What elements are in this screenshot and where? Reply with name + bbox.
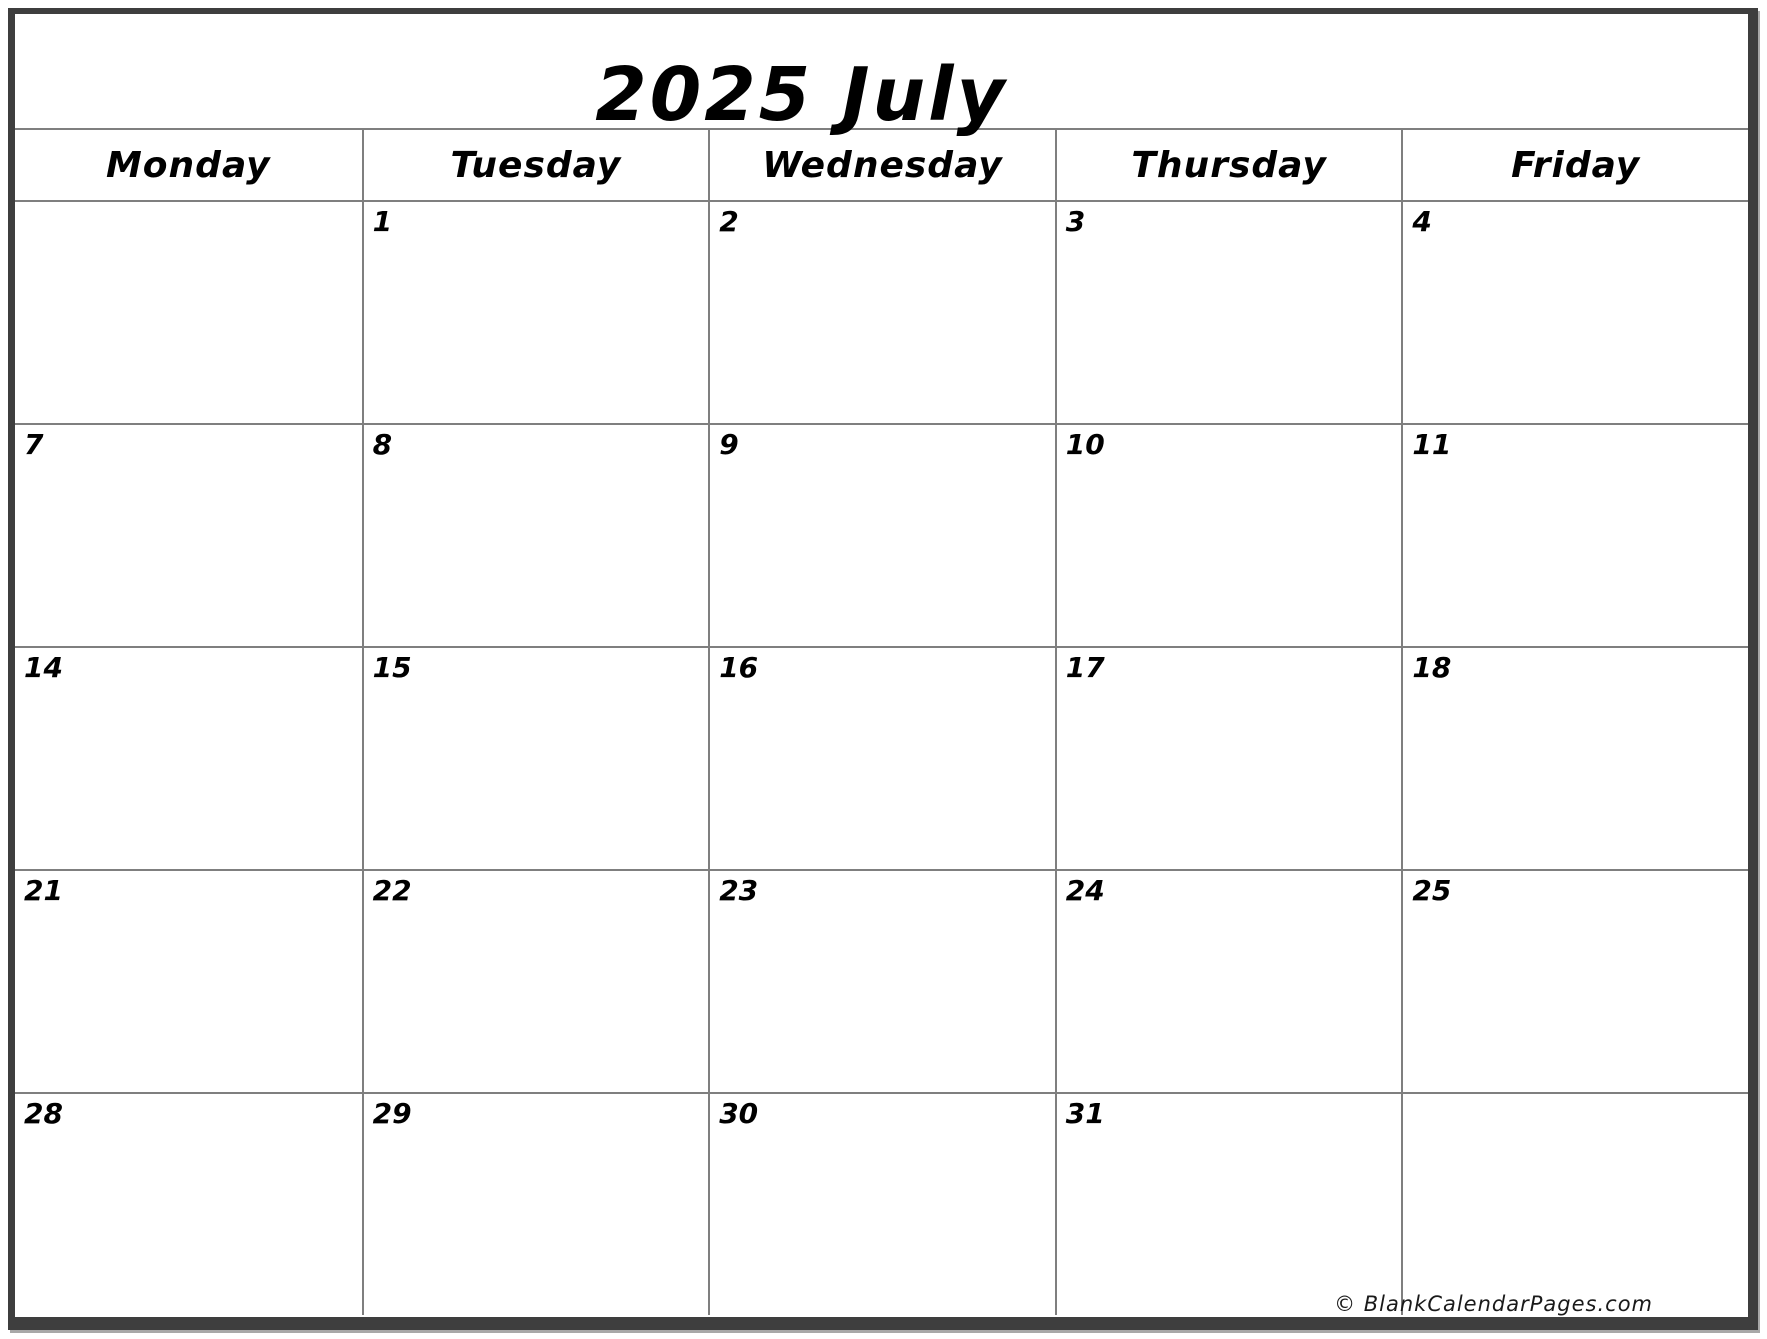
- date-cell: [1055, 423, 1402, 646]
- date-cell: [1401, 646, 1748, 869]
- date-cell: [1055, 869, 1402, 1092]
- date-number: 18: [1412, 651, 1452, 684]
- date-cell: [362, 200, 709, 423]
- date-cell: [15, 646, 362, 869]
- date-cell: [15, 200, 362, 423]
- date-number: 17: [1065, 651, 1105, 684]
- calendar-title: 2025 July: [595, 52, 1008, 138]
- date-cell: [708, 869, 1055, 1092]
- date-number: 30: [719, 1097, 759, 1130]
- date-number: 10: [1065, 428, 1105, 461]
- date-number: 29: [372, 1097, 412, 1130]
- day-header-monday: Monday: [15, 128, 362, 200]
- calendar-grid: [15, 128, 1748, 1315]
- date-number: 8: [372, 428, 393, 461]
- date-cell: [362, 646, 709, 869]
- date-number: 24: [1065, 874, 1105, 907]
- date-cell: [15, 869, 362, 1092]
- day-header-tuesday: Tuesday: [362, 128, 709, 200]
- date-number: 2: [719, 205, 739, 238]
- date-number: 14: [24, 651, 63, 684]
- date-cell: [1401, 869, 1748, 1092]
- date-number: 4: [1412, 205, 1432, 238]
- date-number: 31: [1065, 1097, 1105, 1130]
- date-number: 3: [1065, 205, 1086, 238]
- date-number: 1: [372, 205, 393, 238]
- date-cell: [15, 423, 362, 646]
- date-cell: [1401, 1092, 1748, 1315]
- date-cell: [1401, 200, 1748, 423]
- date-cell: [708, 646, 1055, 869]
- day-header-friday: Friday: [1401, 128, 1748, 200]
- date-number: 15: [372, 651, 412, 684]
- date-number: 21: [24, 874, 63, 907]
- date-cell: [15, 1092, 362, 1315]
- date-cell: [362, 869, 709, 1092]
- date-cell: [708, 423, 1055, 646]
- date-cell: [362, 1092, 709, 1315]
- calendar-page: [8, 8, 1758, 1330]
- day-header-thursday: Thursday: [1055, 128, 1402, 200]
- date-number: 11: [1412, 428, 1452, 461]
- date-cell: [708, 1092, 1055, 1315]
- date-number: 25: [1412, 874, 1452, 907]
- date-cell: [1401, 423, 1748, 646]
- date-cell: [362, 423, 709, 646]
- day-header-wednesday: Wednesday: [708, 128, 1055, 200]
- date-number: 9: [719, 428, 739, 461]
- date-cell: [1055, 1092, 1402, 1315]
- date-cell: [708, 200, 1055, 423]
- date-cell: [1055, 200, 1402, 423]
- title-area: [15, 14, 1748, 138]
- date-number: 16: [719, 651, 759, 684]
- date-number: 28: [24, 1097, 63, 1130]
- date-number: 23: [719, 874, 759, 907]
- date-number: 7: [24, 428, 44, 461]
- date-cell: [1055, 646, 1402, 869]
- date-number: 22: [372, 874, 412, 907]
- watermark: © BlankCalendarPages.com: [1334, 1292, 1653, 1316]
